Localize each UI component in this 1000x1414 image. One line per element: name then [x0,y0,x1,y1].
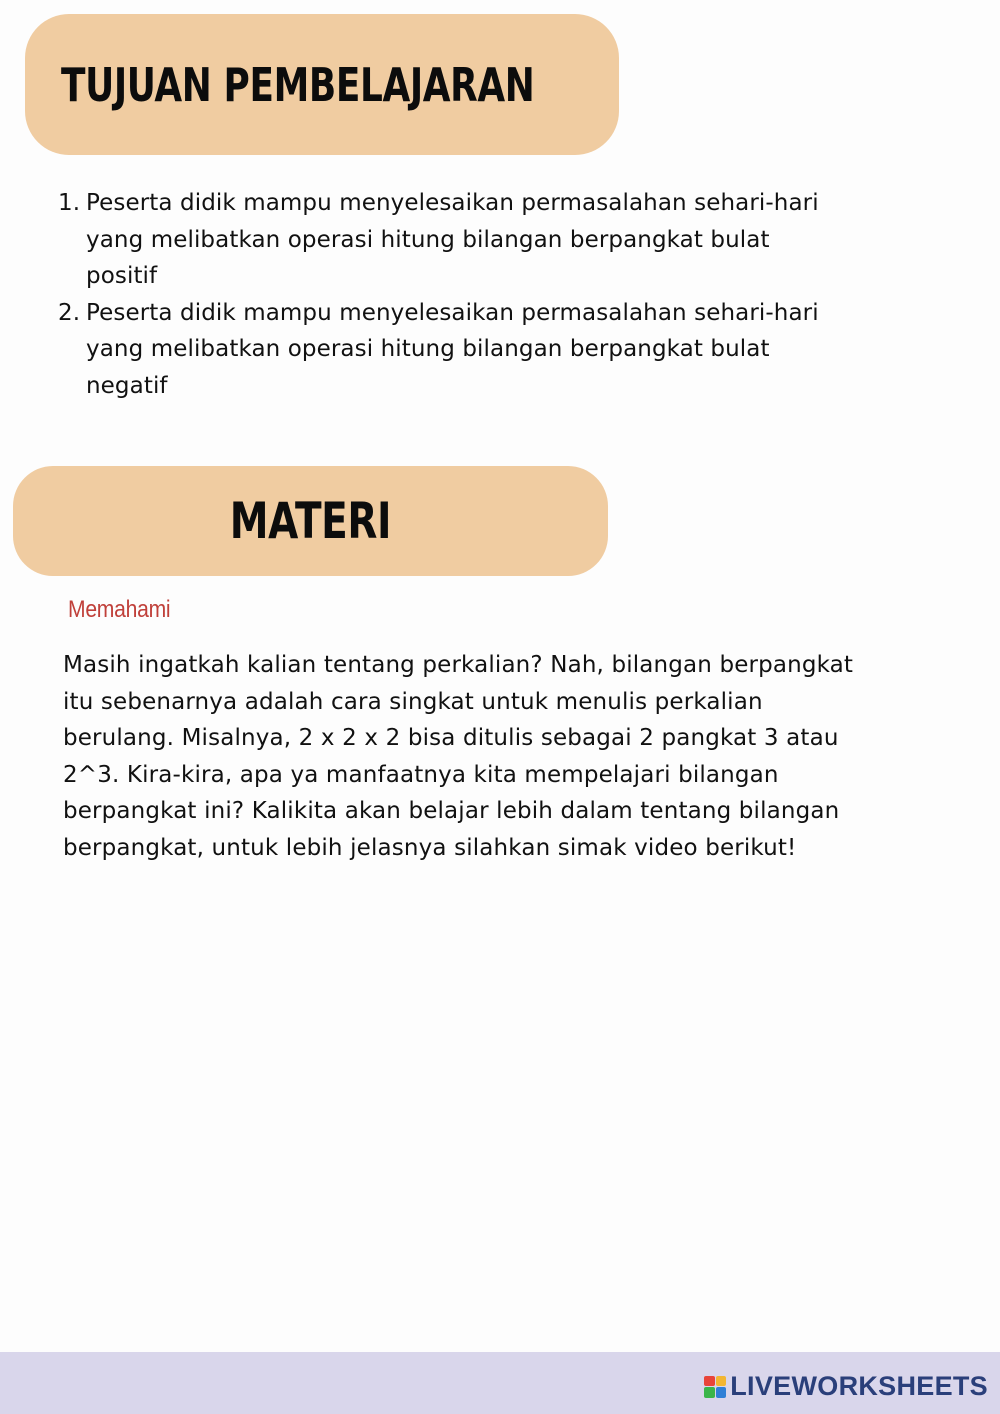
logo-square-yellow [716,1376,727,1387]
liveworksheets-logo[interactable] [704,1371,988,1402]
objective-line: Peserta didik mampu menyelesaikan permasalahan sehari-hari [86,299,819,326]
material-title: MATERI [229,492,392,550]
logo-text: LIVEWORKSHEETS [730,1371,988,1401]
objective-line: yang melibatkan operasi hitung bilangan berpangkat bulat [86,226,770,253]
material-banner [13,466,608,576]
paragraph-line: berpangkat, untuk lebih jelasnya silahkan simak video berikut! [63,834,797,861]
logo-square-green [704,1387,715,1398]
objective-number: 2. [58,299,81,326]
objective-line: positif [86,263,158,289]
objective-line: yang melibatkan operasi hitung bilangan berpangkat bulat [86,336,770,362]
objectives-list [0,185,886,404]
objective-line: Peserta didik mampu menyelesaikan permasalahan sehari-hari [86,190,819,216]
paragraph-line: 2^3. Kira-kira, apa ya manfaatnya kita mempelajari bilangan [63,761,779,788]
paragraph-line: Masih ingatkah kalian tentang perkalian? Nah, bilangan berpangkat [63,652,854,678]
objectives-banner [25,14,619,155]
paragraph-line: berpangkat ini? Kalikita akan belajar lebih dalam tentang bilangan [63,798,840,825]
paragraph-line: berulang. Misalnya, 2 x 2 x 2 bisa ditulis sebagai 2 pangkat 3 atau [63,725,839,752]
objective-item [0,295,886,405]
objective-number: 1. [58,190,81,216]
objective-line: negatif [86,372,168,399]
objectives-title: TUJUAN PEMBELAJARAN [61,57,535,112]
material-subheading: Memahami [68,596,171,623]
material-paragraph [63,647,943,867]
liveworksheets-logo-icon [704,1376,726,1398]
objective-item [0,185,886,295]
logo-square-blue [716,1387,727,1398]
footer-bar [0,1352,1000,1414]
paragraph-line: itu sebenarnya adalah cara singkat untuk menulis perkalian [63,688,763,715]
logo-square-red [704,1376,715,1387]
